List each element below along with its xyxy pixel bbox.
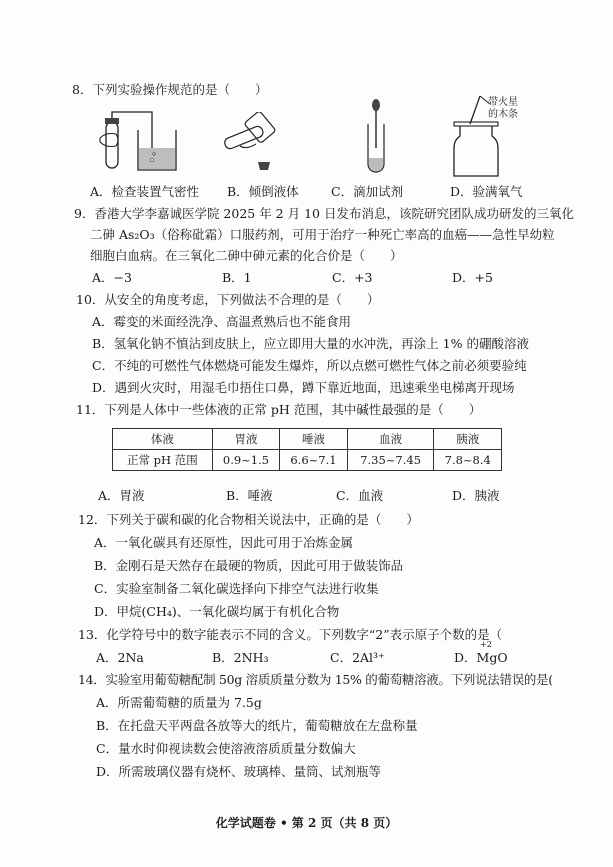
q9-option-d: D．+5 xyxy=(452,270,493,285)
q10-stem: 10．从安全的角度考虑，下列做法不合理的是（ ） xyxy=(76,292,380,307)
q11-option-c: C．血液 xyxy=(336,488,384,503)
q13-option-d-superscript: +2 xyxy=(480,640,492,649)
q12-option-b: B．金刚石是天然存在最硬的物质，因此可用于做装饰品 xyxy=(94,558,404,573)
table-cell: 胰液 xyxy=(434,429,502,450)
q14-option-a: A．所需葡萄糖的质量为 7.5g xyxy=(96,695,262,710)
q11-option-d: D．胰液 xyxy=(452,488,500,503)
table-cell: 血液 xyxy=(347,429,434,450)
q9-line-1: 9．香港大学李嘉诚医学院 2025 年 2 月 10 日发布消息，该院研究团队成功研发的三氧化 xyxy=(74,206,574,221)
table-cell: 7.8~8.4 xyxy=(434,450,502,471)
q8-option-d: D．验满氧气 xyxy=(450,184,523,199)
q8-stem: 8．下列实验操作规范的是（ ） xyxy=(72,82,268,97)
q11-stem: 11．下列是人体中一些体液的正常 pH 范围，其中碱性最强的是（ ） xyxy=(76,402,482,417)
q8-option-c: C．滴加试剂 xyxy=(331,184,404,199)
q9-option-a: A．−3 xyxy=(92,270,132,285)
q8-option-b: B．倾倒液体 xyxy=(227,184,299,199)
airtightness-apparatus-figure xyxy=(98,108,190,174)
q9-line-3: 细胞白血病。在三氧化二砷中砷元素的化合价是（ ） xyxy=(90,248,403,263)
q11-option-a: A．胃液 xyxy=(98,488,145,503)
pouring-liquid-figure xyxy=(218,112,288,174)
q10-option-a: A．霉变的米面经洗净、高温煮熟后也不能食用 xyxy=(92,314,352,329)
table-row xyxy=(113,450,502,471)
q13-option-a: A．2Na xyxy=(96,650,144,665)
q13-stem: 13．化学符号中的数字能表示不同的含义。下列数字“2”表示原子个数的是（ xyxy=(78,627,503,642)
q9-option-c: C．+3 xyxy=(332,270,373,285)
table-cell: 6.6~7.1 xyxy=(280,450,347,471)
q9-option-b: B．1 xyxy=(222,270,252,285)
q11-option-b: B．唾液 xyxy=(226,488,273,503)
table-cell: 唾液 xyxy=(280,429,347,450)
dropper-figure xyxy=(356,98,396,178)
table-cell: 体液 xyxy=(113,429,213,450)
q14-stem: 14．实验室用葡萄糖配制 50g 溶质质量分数为 15% 的葡萄糖溶液。下列说法错误的是( xyxy=(78,672,553,687)
q12-stem: 12．下列关于碳和碳的化合物相关说法中，正确的是（ ） xyxy=(78,512,419,527)
q8-option-a: A．检查装置气密性 xyxy=(90,184,200,199)
q13-option-c: C．2Al³⁺ xyxy=(330,650,385,665)
q9-line-2: 二砷 As₂O₃（俗称砒霜）口服药剂，可用于治疗一种死亡率高的血癌——急性早幼粒 xyxy=(90,227,555,242)
q12-option-c: C．实验室制备二氧化碳选择向下排空气法进行收集 xyxy=(94,581,379,596)
q14-option-d: D．所需玻璃仪器有烧杯、玻璃棒、量筒、试剂瓶等 xyxy=(96,764,382,779)
table-cell: 胃液 xyxy=(212,429,279,450)
splint-label: 带火星的木条 xyxy=(488,97,518,120)
table-header-row xyxy=(113,429,502,450)
ph-range-table xyxy=(112,428,502,471)
table-cell: 0.9~1.5 xyxy=(212,450,279,471)
table-cell: 7.35~7.45 xyxy=(347,450,434,471)
q12-option-d: D．甲烷(CH₄)、一氧化碳均属于有机化合物 xyxy=(94,604,340,619)
q13-option-d: D．MgO xyxy=(454,650,508,665)
page-footer: 化学试题卷 • 第 2 页（共 8 页） xyxy=(215,816,398,830)
q10-option-b: B．氢氧化钠不慎沾到皮肤上，应立即用大量的水冲洗，再涂上 1% 的硼酸溶液 xyxy=(92,336,529,351)
table-cell: 正常 pH 范围 xyxy=(113,450,213,471)
q12-option-a: A．一氧化碳具有还原性，因此可用于冶炼金属 xyxy=(94,535,354,550)
q14-option-c: C．量水时仰视读数会使溶液溶质质量分数偏大 xyxy=(96,741,356,756)
q10-option-c: C．不纯的可燃性气体燃烧可能发生爆炸，所以点燃可燃性气体之前必须要验纯 xyxy=(92,358,527,373)
q14-option-b: B．在托盘天平两盘各放等大的纸片，葡萄糖放在左盘称量 xyxy=(96,718,418,733)
q13-option-b: B．2NH₃ xyxy=(212,650,269,665)
q10-option-d: D．遇到火灾时，用湿毛巾捂住口鼻，蹲下靠近地面，迅速乘坐电梯离开现场 xyxy=(92,380,515,395)
